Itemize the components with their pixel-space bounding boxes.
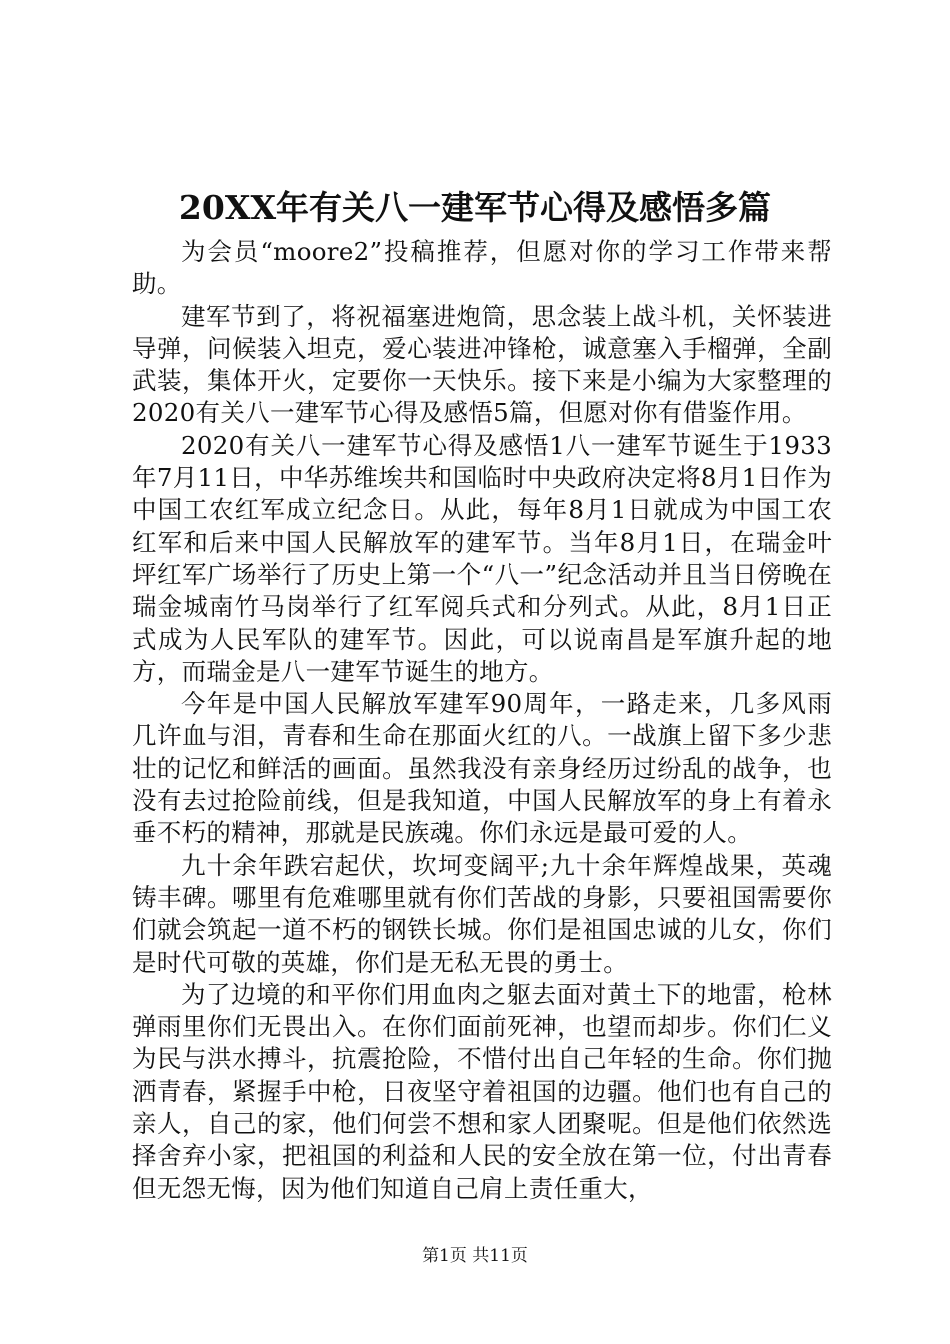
document-title: 20XX年有关八一建军节心得及感悟多篇 bbox=[178, 188, 772, 227]
paragraph-intro: 为会员“moore2”投稿推荐，但愿对你的学习工作带来帮助。 bbox=[132, 237, 832, 299]
paragraph-anniversary: 今年是中国人民解放军建军90周年，一路走来，几多风雨几许血与泪，青春和生命在那面火红的八。一战旗上留下多少悲壮的记忆和鲜活的画面。虽然我没有亲身经历过纷乱的战争，也没有去过抢险前线，但是我知道，中国人民解放军的身上有着永垂不朽的精神，那就是民族魂。你们永远是最可爱的人。 bbox=[132, 689, 832, 848]
paragraph-ninety-years: 九十余年跌宕起伏，坎坷变阔平;九十余年辉煌战果，英魂铸丰碑。哪里有危难哪里就有你们苦战的身影，只要祖国需要你们就会筑起一道不朽的钢铁长城。你们是祖国忠诚的儿女，你们是时代可敬的英雄，你们是无私无畏的勇士。 bbox=[132, 850, 832, 977]
paragraph-history: 2020有关八一建军节心得及感悟1八一建军节诞生于1933年7月11日，中华苏维埃共和国临时中央政府决定将8月1日作为中国工农红军成立纪念日。从此，每年8月1日就成为中国工农红军和后来中国人民解放军的建军节。当年8月1日，在瑞金叶坪红军广场举行了历史上第一个“八一”纪念活动并且当日傍晚在瑞金城南竹马岗举行了红军阅兵式和分列式。从此，8月1日正式成为人民军队的建军节。因此，可以说南昌是军旗升起的地方，而瑞金是八一建军节诞生的地方。 bbox=[132, 430, 832, 686]
paragraph-greeting: 建军节到了，将祝福塞进炮筒，思念装上战斗机，关怀装进导弹，问候装入坦克，爱心装进冲锋枪，诚意塞入手榴弹，全副武装，集体开火，定要你一天快乐。接下来是小编为大家整理的2020有关八一建军节心得及感悟5篇，但愿对你有借鉴作用。 bbox=[132, 301, 832, 428]
paragraph-border-defense: 为了边境的和平你们用血肉之躯去面对黄土下的地雷，枪林弹雨里你们无畏出入。在你们面前死神，也望而却步。你们仁义为民与洪水搏斗，抗震抢险，不惜付出自己年轻的生命。你们抛洒青春，紧握手中枪，日夜坚守着祖国的边疆。他们也有自己的亲人，自己的家，他们何尝不想和家人团聚呢。但是他们依然选择舍弃小家，把祖国的利益和人民的安全放在第一位，付出青春但无怨无悔，因为他们知道自己肩上责任重大， bbox=[132, 979, 832, 1203]
page-footer: 第1页 共11页 bbox=[422, 1246, 528, 1266]
document-body bbox=[132, 236, 832, 1205]
